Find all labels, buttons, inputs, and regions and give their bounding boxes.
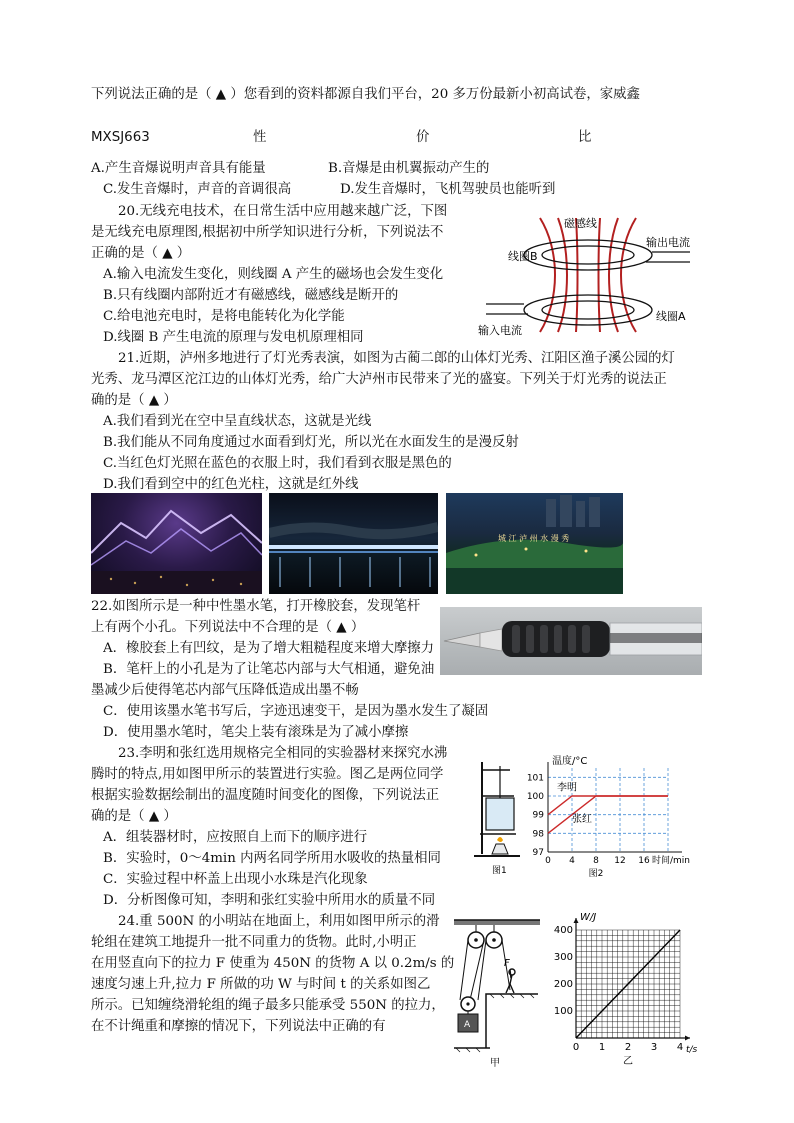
x-tick-label: 16 bbox=[638, 856, 650, 866]
q20-option-b: B.只有线圈内部附近才有磁感线，磁感线是断开的 bbox=[103, 288, 399, 303]
fig-jia-caption: 甲 bbox=[490, 1058, 500, 1068]
q20-option-a: A.输入电流发生变化，则线圈 A 产生的磁场也会发生变化 bbox=[103, 267, 444, 282]
q23-stem-line: 23.李明和张红选用规格完全相同的实验器材来探究水沸 bbox=[118, 746, 448, 761]
q23-stem-line: 确的是（ ▲ ） bbox=[91, 809, 177, 824]
work-time-chart bbox=[548, 908, 698, 1066]
q24-stem-line: 所示。已知缠绕滑轮组的绳子最多只能承受 550N 的拉力， bbox=[91, 998, 445, 1013]
y-tick-label: 100 bbox=[526, 792, 544, 802]
label-coil-a: 线圈A bbox=[656, 310, 686, 323]
y-tick-label: 98 bbox=[532, 829, 544, 840]
q21-option-b: B.我们能从不同角度通过水面看到灯光，所以光在水面发生的是漫反射 bbox=[103, 435, 519, 450]
fig1-caption: 图1 bbox=[492, 866, 507, 876]
x-tick-label: 0 bbox=[572, 1042, 580, 1053]
photo-caption: 城 江 泸 州 水 漫 秀 bbox=[498, 534, 570, 543]
y-tick-label: 97 bbox=[532, 848, 544, 858]
wireless-charging-diagram bbox=[478, 210, 718, 340]
label-input-current: 输入电流 bbox=[478, 324, 522, 337]
y-axis-label: 温度/°C bbox=[552, 756, 588, 767]
temperature-time-chart bbox=[520, 754, 712, 878]
y-axis-label: W/J bbox=[580, 912, 597, 923]
photo-tuojiang-light-show bbox=[446, 493, 623, 594]
x-tick-label: 4 bbox=[676, 1042, 684, 1053]
magnetic-field-lines bbox=[540, 218, 636, 332]
x-axis-label: t/s bbox=[686, 1045, 698, 1055]
force-label: F bbox=[504, 958, 510, 969]
series-line bbox=[548, 796, 668, 815]
q21-option-d: D.我们看到空中的红色光柱，这就是红外线 bbox=[103, 477, 359, 492]
y-tick-label: 101 bbox=[526, 773, 544, 784]
q22-option-c: C．使用该墨水笔书写后，字迹迅速变干，是因为墨水发生了凝固 bbox=[103, 704, 489, 719]
q24-stem-line: 速度匀速上升,拉力 F 所做的功 W 与时间 t 的关系如图乙 bbox=[91, 977, 431, 992]
q23-option-a: A．组装器材时，应按照自上而下的顺序进行 bbox=[103, 830, 368, 845]
x-axis-arrow bbox=[685, 1036, 690, 1041]
fig-yi-caption: 乙 bbox=[623, 1056, 633, 1066]
x-tick-label: 4 bbox=[569, 856, 575, 866]
q23-stem-line: 根据实验数据绘制出的温度随时间变化的图像，下列说法正 bbox=[91, 788, 440, 803]
q21-option-a: A.我们看到光在空中呈直线状态，这就是光线 bbox=[103, 414, 372, 429]
header-word: 性 bbox=[253, 130, 267, 145]
q19-option-c: C.发生音爆时，声音的音调很高 bbox=[103, 182, 292, 197]
y-tick-label: 200 bbox=[553, 979, 573, 990]
header-word: 价 bbox=[416, 130, 430, 145]
q22-stem-line: 上有两个小孔。下列说法中不合理的是（ ▲ ） bbox=[91, 620, 365, 635]
cargo-label: A bbox=[464, 1020, 471, 1030]
pulley-system-diagram bbox=[450, 918, 542, 1068]
q19-option-d: D.发生音爆时，飞机驾驶员也能听到 bbox=[340, 182, 556, 197]
q20-stem-line: 是无线充电原理图,根据初中所学知识进行分析，下列说法不 bbox=[91, 225, 444, 240]
x-tick-label: 12 bbox=[614, 856, 626, 866]
fig2-caption: 图2 bbox=[588, 869, 604, 878]
q24-stem-line: 在不计绳重和摩擦的情况下，下列说法中正确的有 bbox=[91, 1019, 386, 1034]
y-axis-arrow bbox=[574, 918, 579, 923]
y-tick-label: 99 bbox=[532, 810, 544, 821]
q23-stem-line: 腾时的特点,用如图甲所示的装置进行实验。图乙是两位同学 bbox=[91, 767, 444, 782]
q22-option-b-cont: 墨减少后使得笔芯内部气压降低造成出墨不畅 bbox=[91, 683, 359, 698]
x-tick-label: 8 bbox=[593, 856, 599, 866]
q21-option-c: C.当红色灯光照在蓝色的衣服上时，我们看到衣服是黑色的 bbox=[103, 456, 452, 471]
series-label: 李明 bbox=[557, 782, 577, 794]
x-axis-label: 时间/min bbox=[652, 856, 691, 866]
q20-stem-line: 正确的是（ ▲ ） bbox=[91, 246, 191, 261]
q23-option-c: C．实验过程中杯盖上出现小水珠是汽化现象 bbox=[103, 872, 368, 887]
q23-option-d: D．分析图像可知，李明和张红实验中所用水的质量不同 bbox=[103, 893, 436, 908]
header-line: 下列说法正确的是（ ▲ ）您看到的资料都源自我们平台，20 多万份最新小初高试卷，家威鑫 bbox=[91, 87, 640, 102]
q19-option-b: B.音爆是由机翼振动产生的 bbox=[328, 161, 490, 176]
series-label: 张红 bbox=[572, 814, 592, 826]
q19-option-a: A.产生音爆说明声音具有能量 bbox=[91, 161, 266, 176]
q21-stem-line: 21.近期，泸州多地进行了灯光秀表演，如图为古蔺二郎的山体灯光秀、江阳区渔子溪公园的灯 bbox=[118, 351, 675, 366]
q20-stem-line: 20.无线充电技术，在日常生活中应用越来越广泛，下图 bbox=[118, 204, 448, 219]
q22-stem-line: 22.如图所示是一种中性墨水笔，打开橡胶套，发现笔杆 bbox=[91, 599, 421, 614]
q21-stem-line: 确的是（ ▲ ） bbox=[91, 393, 177, 408]
header-code: MXSJ663 bbox=[91, 130, 150, 145]
q22-option-a: A．橡胶套上有凹纹，是为了增大粗糙程度来增大摩擦力 bbox=[103, 641, 435, 656]
q20-option-d: D.线圈 B 产生电流的原理与发电机原理相同 bbox=[103, 330, 364, 345]
x-tick-label: 1 bbox=[598, 1042, 606, 1053]
q20-option-c: C.给电池充电时，是将电能转化为化学能 bbox=[103, 309, 345, 324]
label-magnetic-field: 磁感线 bbox=[564, 217, 597, 230]
q22-option-b: B．笔杆上的小孔是为了让笔芯内部与大气相通，避免油 bbox=[103, 662, 435, 677]
x-tick-label: 3 bbox=[650, 1042, 658, 1053]
photo-river-park-light-show bbox=[269, 493, 438, 594]
photo-mountain-light-show bbox=[91, 493, 262, 594]
photo-gel-pen bbox=[440, 607, 702, 675]
label-output-current: 输出电流 bbox=[646, 236, 690, 249]
y-tick-label: 100 bbox=[553, 1006, 573, 1017]
x-tick-label: 0 bbox=[545, 856, 551, 866]
q22-option-d: D．使用墨水笔时，笔尖上装有滚珠是为了减小摩擦 bbox=[103, 725, 409, 740]
x-tick-label: 2 bbox=[624, 1042, 632, 1053]
flame-icon bbox=[497, 837, 503, 842]
q24-stem-line: 轮组在建筑工地提升一批不同重力的货物。此时,小明正 bbox=[91, 935, 417, 950]
y-tick-label: 400 bbox=[553, 925, 573, 936]
y-tick-label: 300 bbox=[553, 952, 573, 963]
coil-a bbox=[486, 295, 652, 325]
q23-option-b: B．实验时，0～4min 内两名同学所用水吸收的热量相同 bbox=[103, 851, 441, 866]
header-word: 比 bbox=[578, 130, 592, 145]
q21-stem-line: 光秀、龙马潭区沱江边的山体灯光秀，给广大泸州市民带来了光的盛宴。下列关于灯光秀的说法正 bbox=[91, 372, 667, 387]
q24-stem-line: 在用竖直向下的拉力 F 使重为 450N 的货物 A 以 0.2m/s 的 bbox=[91, 956, 455, 971]
q24-stem-line: 24.重 500N 的小明站在地面上，利用如图甲所示的滑 bbox=[118, 914, 440, 929]
label-coil-b: 线圈B bbox=[508, 250, 538, 263]
